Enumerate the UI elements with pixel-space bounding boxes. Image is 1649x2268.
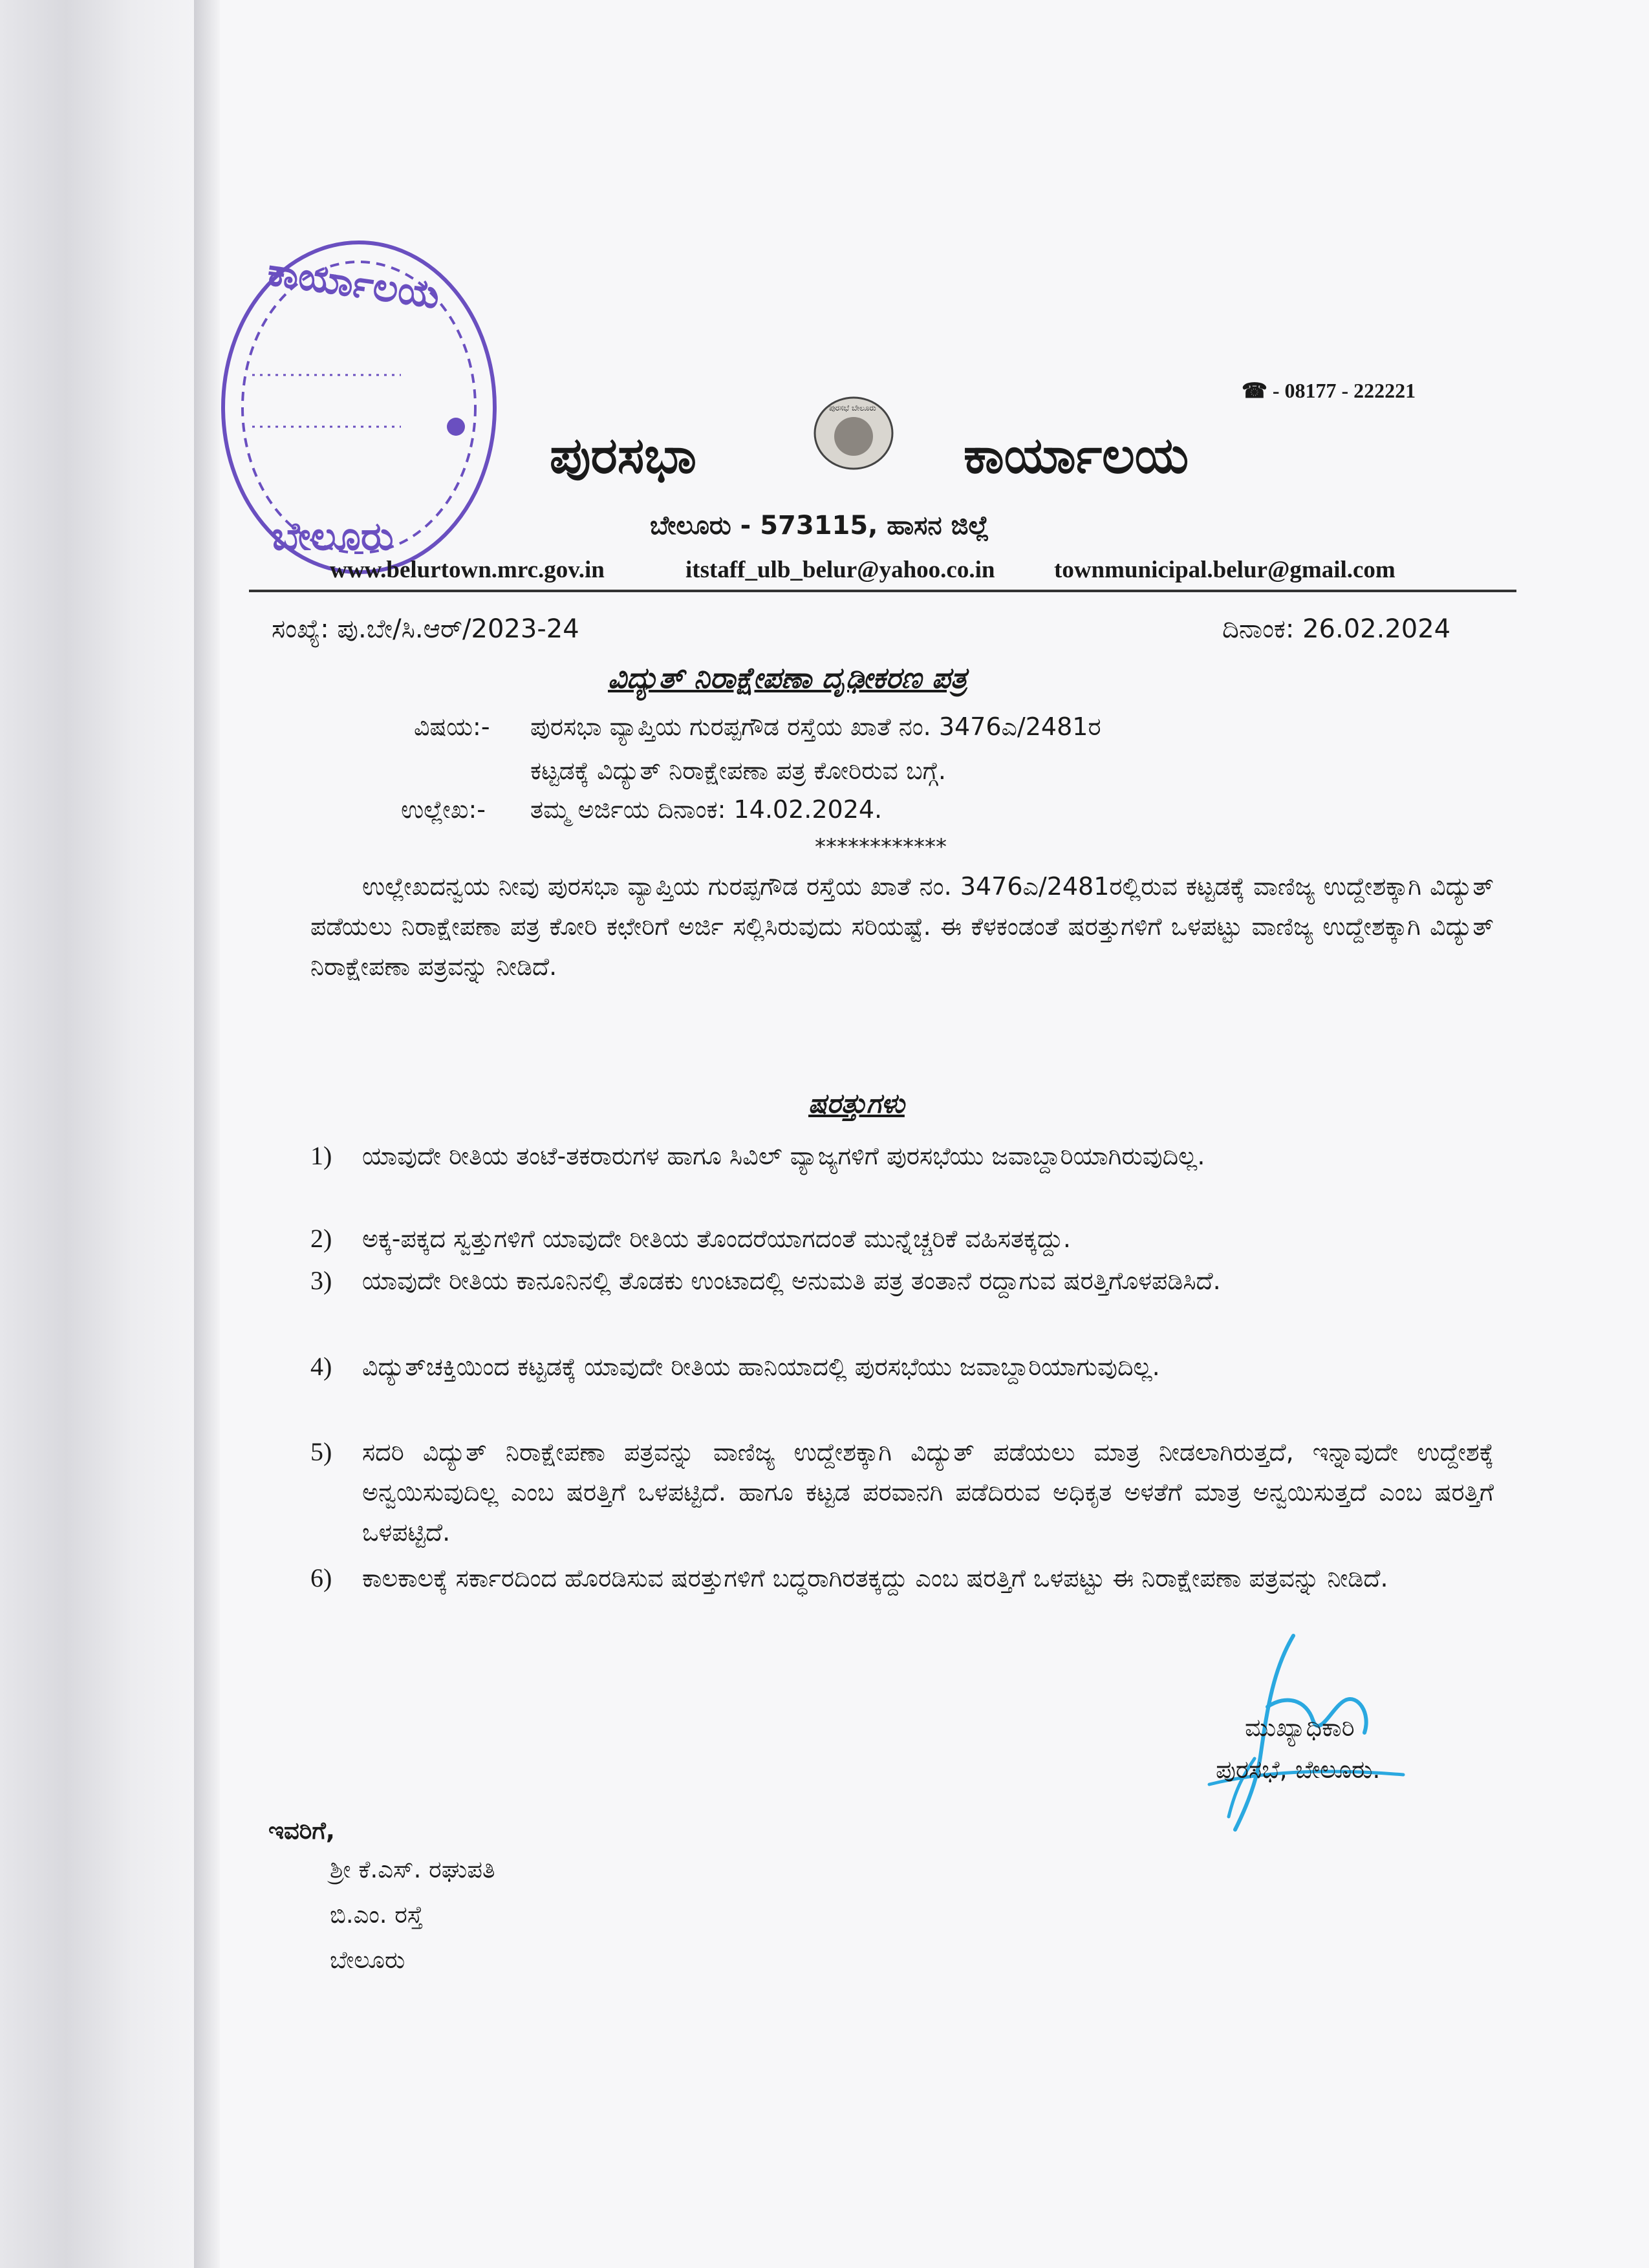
- email-link-gmail[interactable]: townmunicipal.belur@gmail.com: [1054, 557, 1396, 583]
- condition-number: 5): [310, 1437, 332, 1466]
- condition-text: ಯಾವುದೇ ರೀತಿಯ ತಂಟೆ-ತಕರಾರುಗಳ ಹಾಗೂ ಸಿವಿಲ್ ವ್ಯಾಜ್ಯಗಳಿಗೆ ಪುರಸಭೆಯು ಜವಾಬ್ದಾರಿಯಾಗಿರುವುದಿಲ್ಲ.: [362, 1142, 1205, 1170]
- condition-text: ವಿದ್ಯುತ್‌ಚಕ್ತಿಯಿಂದ ಕಟ್ಟಡಕ್ಕೆ ಯಾವುದೇ ರೀತಿಯ ಹಾನಿಯಾದಲ್ಲಿ ಪುರಸಭೆಯು ಜವಾಬ್ದಾರಿಯಾಗುವುದಿಲ್ಲ.: [362, 1353, 1160, 1381]
- office-address: ಬೇಲೂರು - 573115, ಹಾಸನ ಜಿಲ್ಲೆ: [650, 511, 989, 540]
- condition-item: [310, 1558, 1494, 1598]
- condition-item: [310, 1432, 1494, 1552]
- recipient-town: ಬೇಲೂರು: [330, 1946, 405, 1974]
- designation-office: ಪುರಸಭೆ, ಬೇಲೂರು.: [1216, 1755, 1381, 1784]
- scan-left-shadow: [0, 0, 220, 2268]
- municipal-emblem-logo: [802, 391, 905, 475]
- phone-icon: ☎: [1242, 379, 1273, 402]
- condition-text: ಸದರಿ ವಿದ್ಯುತ್ ನಿರಾಕ್ಷೇಪಣಾ ಪತ್ರವನ್ನು ವಾಣಿಜ್ಯ ಉದ್ದೇಶಕ್ಕಾಗಿ ವಿದ್ಯುತ್ ಪಡೆಯಲು ಮಾತ್ರ ನೀಡಲಾಗಿರುತ್ತದೆ, ಇನ್ನಾವುದೇ ಉದ್ದೇಶಕ್ಕೆ ಅನ್ವಯಿಸುವುದಿಲ್ಲ ಎಂಬ ಷರತ್ತಿಗೆ ಒಳಪಟ್ಟಿದೆ. ಹಾಗೂ ಕಟ್ಟಡ ಪರವಾನಗಿ ಪಡೆದಿರುವ ಅಧಿಕೃತ ಅಳತೆಗೆ ಮಾತ್ರ ಅನ್ವಯಿಸುತ್ತದೆ ಎಂಬ ಷರತ್ತಿಗೆ ಒಳಪಟ್ಟಿದೆ.: [362, 1438, 1494, 1546]
- phone-text: - 08177 - 222221: [1272, 379, 1416, 402]
- subject-line-2: ಕಟ್ಟಡಕ್ಕೆ ವಿದ್ಯುತ್ ನಿರಾಕ್ಷೇಪಣಾ ಪತ್ರ ಕೋರಿರುವ ಬಗ್ಗೆ.: [530, 756, 946, 785]
- reference-label: ಉಲ್ಲೇಖ:-: [401, 795, 486, 824]
- header-divider: [249, 590, 1516, 592]
- office-title-right: ಕಾರ್ಯಾಲಯ: [964, 427, 1189, 485]
- website-link[interactable]: www.belurtown.mrc.gov.in: [330, 557, 605, 583]
- email-link-yahoo[interactable]: itstaff_ulb_belur@yahoo.co.in: [685, 557, 995, 583]
- condition-item: [310, 1347, 1494, 1387]
- svg-text:ಪುರಸಭೆ ಬೇಲೂರು: ಪುರಸಭೆ ಬೇಲೂರು: [829, 403, 876, 412]
- condition-text: ಕಾಲಕಾಲಕ್ಕೆ ಸರ್ಕಾರದಿಂದ ಹೊರಡಿಸುವ ಷರತ್ತುಗಳಿಗೆ ಬದ್ಧರಾಗಿರತಕ್ಕದ್ದು ಎಂಬ ಷರತ್ತಿಗೆ ಒಳಪಟ್ಟು ಈ ನಿರಾಕ್ಷೇಪಣಾ ಪತ್ರವನ್ನು ನೀಡಿದೆ.: [362, 1564, 1388, 1592]
- condition-number: 4): [310, 1352, 332, 1381]
- condition-number: 1): [310, 1141, 332, 1170]
- letter-heading: ವಿದ್ಯುತ್ ನಿರಾಕ್ಷೇಪಣಾ ದೃಢೀಕರಣ ಪತ್ರ: [608, 661, 967, 695]
- conditions-heading: ಷರತ್ತುಗಳು: [808, 1087, 905, 1119]
- condition-item: [310, 1136, 1494, 1176]
- condition-item: [310, 1261, 1494, 1301]
- condition-text: ಯಾವುದೇ ರೀತಿಯ ಕಾನೂನಿನಲ್ಲಿ ತೊಡಕು ಉಂಟಾದಲ್ಲಿ ಅನುಮತಿ ಪತ್ರ ತಂತಾನೆ ರದ್ದಾಗುವ ಷರತ್ತಿಗೊಳಪಡಿಸಿದೆ.: [362, 1267, 1221, 1295]
- separator: ************: [815, 834, 947, 860]
- condition-number: 3): [310, 1266, 332, 1295]
- phone-number: [1242, 378, 1416, 403]
- reference-text: ತಮ್ಮ ಅರ್ಜಿಯ ದಿನಾಂಕ: 14.02.2024.: [530, 795, 883, 824]
- condition-number: 6): [310, 1563, 332, 1592]
- reference-number: ಸಂಖ್ಯೆ: ಪು.ಬೇ/ಸಿ.ಆರ್/2023-24: [272, 614, 579, 644]
- letter-date: ದಿನಾಂಕ: 26.02.2024: [1222, 614, 1451, 644]
- office-seal-stamp: [207, 226, 511, 595]
- svg-text:ಬೇಲೂರು: ಬೇಲೂರು: [272, 514, 394, 559]
- recipient-label: ಇವರಿಗೆ,: [268, 1817, 335, 1845]
- condition-text: ಅಕ್ಕ-ಪಕ್ಕದ ಸ್ವತ್ತುಗಳಿಗೆ ಯಾವುದೇ ರೀತಿಯ ತೊಂದರೆಯಾಗದಂತೆ ಮುನ್ನೆಚ್ಚರಿಕೆ ವಹಿಸತಕ್ಕದ್ದು.: [362, 1225, 1071, 1253]
- office-title-left: ಪುರಸಭಾ: [550, 427, 696, 485]
- designation-title: ಮುಖ್ಯಾಧಿಕಾರಿ: [1245, 1713, 1355, 1742]
- subject-line-1: ಪುರಸಭಾ ವ್ಯಾಪ್ತಿಯ ಗುರಪ್ಪಗೌಡ ರಸ್ತೆಯ ಖಾತೆ ನಂ. 3476ಎ/2481ರ: [530, 712, 1101, 741]
- body-paragraph: ಉಲ್ಲೇಖದನ್ವಯ ನೀವು ಪುರಸಭಾ ವ್ಯಾಪ್ತಿಯ ಗುರಪ್ಪಗೌಡ ರಸ್ತೆಯ ಖಾತೆ ನಂ. 3476ಎ/2481ರಲ್ಲಿರುವ ಕಟ್ಟಡಕ್ಕೆ ವಾಣಿಜ್ಯ ಉದ್ದೇಶಕ್ಕಾಗಿ ವಿದ್ಯುತ್ ಪಡೆಯಲು ನಿರಾಕ್ಷೇಪಣಾ ಪತ್ರ ಕೋರಿ ಕಛೇರಿಗೆ ಅರ್ಜಿ ಸಲ್ಲಿಸಿರುವುದು ಸರಿಯಷ್ಟೆ. ಈ ಕೆಳಕಂಡಂತೆ ಷರತ್ತುಗಳಿಗೆ ಒಳಪಟ್ಟು ವಾಣಿಜ್ಯ ಉದ್ದೇಶಕ್ಕಾಗಿ ವಿದ್ಯುತ್ ನಿರಾಕ್ಷೇಪಣಾ ಪತ್ರವನ್ನು ನೀಡಿದೆ.: [310, 872, 1494, 981]
- svg-text:ಕಾರ್ಯಾಲಯ: ಕಾರ್ಯಾಲಯ: [264, 249, 443, 318]
- condition-number: 2): [310, 1224, 332, 1253]
- recipient-street: ಬಿ.ಎಂ. ರಸ್ತೆ: [330, 1901, 424, 1929]
- recipient-name: ಶ್ರೀ ಕೆ.ಎಸ್. ರಘುಪತಿ: [330, 1856, 495, 1883]
- subject-label: ವಿಷಯ:-: [414, 712, 490, 741]
- condition-item: [310, 1219, 1494, 1259]
